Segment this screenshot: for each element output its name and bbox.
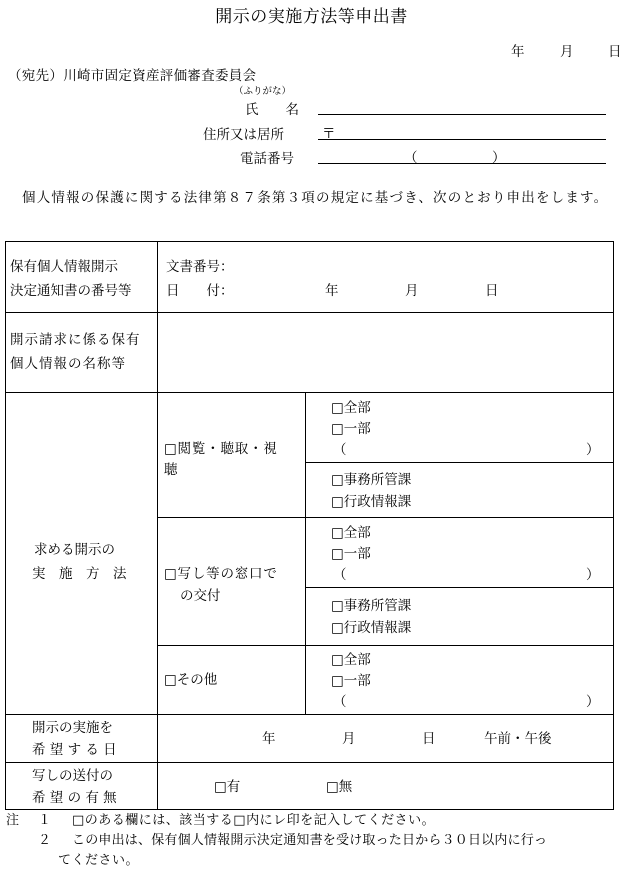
desired-day: 日	[422, 731, 436, 747]
note1-text: □のある欄には、該当する□内にレ印を記入してください。	[72, 813, 436, 828]
browse-opt-part[interactable]: □一部	[331, 421, 371, 437]
method-browse-line1[interactable]: □閲覧・聴取・視	[164, 441, 278, 457]
other-opt-all[interactable]: □全部	[331, 652, 371, 668]
phone-close-paren: ）	[492, 150, 506, 166]
name-label: 氏 名	[245, 102, 299, 118]
doc-date-month: 月	[405, 283, 419, 299]
doc-date-label: 日 付：	[166, 283, 234, 299]
header-year: 年	[511, 44, 525, 60]
form-title: 開示の実施方法等申出書	[215, 7, 408, 27]
address-label: 住所又は居所	[203, 127, 284, 143]
header-month: 月	[560, 44, 574, 60]
name-field[interactable]	[318, 114, 606, 115]
method-copy-line1[interactable]: □写し等の窓口で	[164, 566, 278, 582]
notes-prefix: 注	[6, 813, 20, 828]
method-copy-line2: の交付	[180, 588, 221, 604]
doc-number-label: 文書番号：	[166, 259, 234, 275]
copy-paren-open: （	[333, 567, 347, 583]
notes	[6, 811, 618, 871]
phone-open-paren: （	[404, 150, 418, 166]
intro-paragraph: 個人情報の保護に関する法律第８７条第３項の規定に基づき、次のとおり申出をします。	[22, 190, 609, 206]
addressee: （宛先）川崎市固定資産評価審査委員会	[8, 68, 257, 84]
send-label-line2: 希 望 の 有 無	[32, 790, 117, 806]
copy-opt-part[interactable]: □一部	[331, 546, 371, 562]
desired-ampm[interactable]: 午前・午後	[484, 731, 552, 747]
row2-label-line2: 個人情報の名称等	[10, 356, 126, 372]
note1-number: １	[38, 813, 52, 828]
row1-label-line1: 保有個人情報開示	[10, 259, 118, 275]
doc-date-day: 日	[485, 283, 499, 299]
row1-label-line2: 決定通知書の番号等	[10, 283, 132, 299]
phone-field[interactable]	[318, 163, 606, 164]
header-day: 日	[608, 44, 622, 60]
browse-opt-office[interactable]: □事務所管課	[331, 472, 412, 488]
desired-date-label-line1: 開示の実施を	[32, 720, 113, 736]
other-opt-part[interactable]: □一部	[331, 673, 371, 689]
copy-opt-office[interactable]: □事務所管課	[331, 598, 412, 614]
doc-date-year: 年	[325, 283, 339, 299]
browse-opt-admin[interactable]: □行政情報課	[331, 494, 412, 510]
phone-label: 電話番号	[240, 151, 294, 167]
send-label-line1: 写しの送付の	[32, 768, 113, 784]
copy-opt-all[interactable]: □全部	[331, 525, 371, 541]
browse-opt-all[interactable]: □全部	[331, 400, 371, 416]
row2-label-line1: 開示請求に係る保有	[10, 332, 141, 348]
note2-text-b: てください。	[58, 853, 140, 868]
method-label-line1: 求める開示の	[34, 542, 115, 558]
browse-paren-close: ）	[586, 442, 600, 458]
furigana-label: （ふりがな）	[234, 86, 292, 97]
method-other[interactable]: □その他	[164, 672, 218, 688]
other-paren-open: （	[333, 694, 347, 710]
method-label-line2: 実 施 方 法	[32, 566, 127, 582]
browse-paren-open: （	[333, 442, 347, 458]
other-paren-close: ）	[586, 694, 600, 710]
note2-text-a: この申出は、保有個人情報開示決定通知書を受け取った日から３０日以内に行っ	[72, 833, 548, 848]
desired-date-label-line2: 希 望 す る 日	[32, 742, 117, 758]
desired-month: 月	[342, 731, 356, 747]
method-browse-line2: 聴	[164, 462, 178, 478]
send-yes[interactable]: □有	[214, 779, 241, 795]
copy-opt-admin[interactable]: □行政情報課	[331, 620, 412, 636]
send-no[interactable]: □無	[326, 779, 353, 795]
copy-paren-close: ）	[586, 567, 600, 583]
address-field[interactable]	[318, 139, 606, 140]
note2-number: ２	[38, 833, 52, 848]
desired-year: 年	[262, 731, 276, 747]
postal-mark: 〒	[322, 126, 336, 142]
